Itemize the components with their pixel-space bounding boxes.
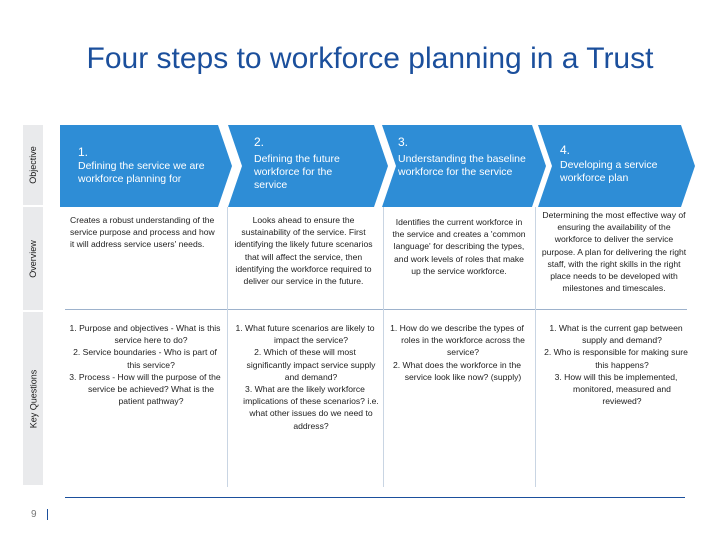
step-4-chevron <box>538 125 695 207</box>
question-item: 2. Which of these will most significantly impact service supply and demand? <box>246 347 376 382</box>
step-2-number: 2. <box>254 135 265 149</box>
column-divider <box>227 207 228 487</box>
steps-chevron-row <box>60 125 695 207</box>
step-1-number: 1. <box>78 145 89 159</box>
overview-step-4: Determining the most effective way of ensuring the availability of the workforce to deliver the service purpose. A plan for delivering the right staff, with the right skills in the right place needs to be developed with milestones and timescales. <box>541 210 687 294</box>
key-questions-label: Key Questions <box>28 369 38 428</box>
row-divider <box>65 309 687 310</box>
objective-label: Objective <box>28 146 38 184</box>
questions-step-2 <box>229 322 379 432</box>
question-item: 1. What future scenarios are likely to impact the service? <box>235 323 375 346</box>
step-2-label: Defining the future workforce for the service <box>254 153 340 191</box>
step-3-label: Understanding the baseline workforce for the service <box>398 153 526 178</box>
step-3-number: 3. <box>398 135 409 149</box>
column-divider <box>383 207 384 487</box>
step-2-chevron <box>228 125 388 207</box>
step-1-label: Defining the service we are workforce planning for <box>78 160 205 185</box>
question-item: 3. What are the likely workforce implications of these scenarios? i.e. what other issues do we need to address? <box>243 384 379 431</box>
step-4-label: Developing a service workforce plan <box>560 159 658 184</box>
overview-label: Overview <box>28 239 39 278</box>
step-1-chevron <box>60 125 232 207</box>
question-item: 1. How do we describe the types of roles in the workforce across the service? <box>390 323 525 358</box>
question-item: 3. Process - How will the purpose of the service be achieved? What is the patient pathway? <box>69 371 221 407</box>
objective-label-cell <box>23 125 43 205</box>
overview-label-cell <box>23 207 43 310</box>
column-divider <box>535 207 536 487</box>
overview-step-1: Creates a robust understanding of the service purpose and process and how it will address service users' needs. <box>70 215 215 250</box>
footer-divider <box>65 497 685 498</box>
question-item: 1. What is the current gap between supply and demand? <box>549 323 683 346</box>
questions-step-1 <box>66 322 222 407</box>
step-4-number: 4. <box>560 143 571 157</box>
key-questions-label-cell <box>23 312 43 485</box>
overview-step-3: Identifies the current workforce in the service and creates a 'common language' for describing the types, and work levels of roles that make up the service workforce. <box>392 217 526 276</box>
question-item: 2. Service boundaries - Who is part of this service? <box>73 347 217 370</box>
question-item: 2. Who is responsible for making sure this happens? <box>544 347 688 370</box>
questions-step-3 <box>386 322 526 383</box>
page-title: Four steps to workforce planning in a Trust <box>86 42 654 75</box>
page-number-bar <box>47 509 48 520</box>
overview-step-2: Looks ahead to ensure the sustainability of the service. First identifying the likely future scenarios that will affect the service, then identifying the workforce required to deliver our service in the future. <box>234 215 373 287</box>
questions-step-4 <box>540 322 690 407</box>
question-item: 3. How will this be implemented, monitored, measured and reviewed? <box>554 371 678 407</box>
step-3-chevron <box>382 125 546 207</box>
page-number: 9 <box>31 509 37 520</box>
question-item: 2. What does the workforce in the service look like now? (supply) <box>392 359 522 382</box>
question-item: 1. Purpose and objectives - What is this service here to do? <box>69 323 221 346</box>
